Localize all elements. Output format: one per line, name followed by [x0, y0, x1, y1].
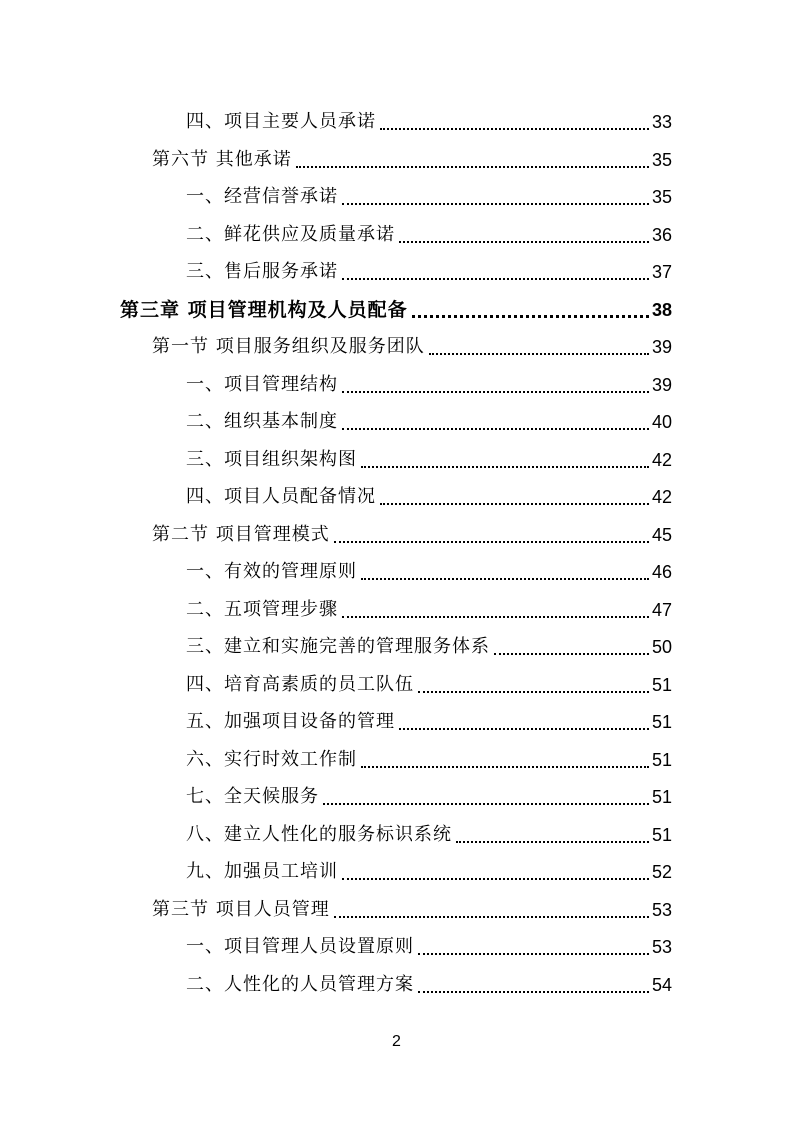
- dot-leader: [334, 524, 649, 546]
- toc-entry-title: 四、项目主要人员承诺: [186, 111, 376, 132]
- toc-entry[interactable]: [152, 328, 672, 358]
- toc-entry-title: 二、组织基本制度: [186, 411, 338, 432]
- page-number: 2: [392, 1033, 401, 1050]
- toc-entry[interactable]: [186, 816, 672, 846]
- toc-entry[interactable]: [186, 741, 672, 771]
- toc-entry[interactable]: [186, 591, 672, 621]
- toc-entry-title: 三、售后服务承诺: [186, 261, 338, 282]
- dot-leader: [361, 561, 649, 583]
- dot-leader: [342, 374, 649, 396]
- toc-entry[interactable]: [186, 441, 672, 471]
- toc-entry[interactable]: [186, 403, 672, 433]
- dot-leader: [380, 111, 649, 133]
- toc-entry-page: 51: [651, 712, 672, 732]
- toc-entry-title: 四、项目人员配备情况: [186, 486, 376, 507]
- toc-entry-title: 一、项目管理人员设置原则: [186, 936, 414, 957]
- toc-entry-title: 三、建立和实施完善的管理服务体系: [186, 636, 490, 657]
- toc-entry[interactable]: [186, 478, 672, 508]
- dot-leader: [399, 224, 649, 246]
- toc-entry-page: 51: [651, 787, 672, 807]
- toc-entry-page: 51: [651, 750, 672, 770]
- toc-entry-page: 38: [651, 300, 672, 320]
- toc-entry-page: 36: [651, 225, 672, 245]
- toc-entry-page: 52: [651, 862, 672, 882]
- dot-leader: [361, 749, 649, 771]
- toc-entry[interactable]: [186, 778, 672, 808]
- dot-leader: [456, 824, 649, 846]
- toc-entry-title: 二、五项管理步骤: [186, 599, 338, 620]
- dot-leader: [412, 299, 649, 321]
- toc-entry-page: 45: [651, 525, 672, 545]
- toc-entry-page: 46: [651, 562, 672, 582]
- toc-entry-page: 47: [651, 600, 672, 620]
- toc-entry-title: 九、加强员工培训: [186, 861, 338, 882]
- toc-entry-title: 二、鲜花供应及质量承诺: [186, 224, 395, 245]
- dot-leader: [342, 411, 649, 433]
- toc-entry-page: 42: [651, 487, 672, 507]
- dot-leader: [418, 674, 649, 696]
- toc-entry-page: 50: [651, 637, 672, 657]
- toc-entry-title: 一、项目管理结构: [186, 374, 338, 395]
- toc-entry[interactable]: [186, 628, 672, 658]
- dot-leader: [334, 899, 649, 921]
- toc-entry-title: 一、经营信誉承诺: [186, 186, 338, 207]
- toc-entry[interactable]: [186, 553, 672, 583]
- toc-entry-title: 六、实行时效工作制: [186, 749, 357, 770]
- toc-entry-title: 第六节 其他承诺: [152, 149, 292, 170]
- toc-entry-title: 五、加强项目设备的管理: [186, 711, 395, 732]
- toc-entry[interactable]: [152, 891, 672, 921]
- toc-entry-title: 第二节 项目管理模式: [152, 524, 330, 545]
- dot-leader: [418, 974, 649, 996]
- dot-leader: [399, 711, 649, 733]
- toc-entry-title: 第三章 项目管理机构及人员配备: [120, 299, 408, 321]
- dot-leader: [296, 149, 649, 171]
- toc-entry[interactable]: [186, 666, 672, 696]
- toc-entry-page: 35: [651, 150, 672, 170]
- toc-entry-title: 一、有效的管理原则: [186, 561, 357, 582]
- toc-entry-page: 37: [651, 262, 672, 282]
- toc-entry-title: 八、建立人性化的服务标识系统: [186, 824, 452, 845]
- dot-leader: [342, 261, 649, 283]
- toc-entry[interactable]: [186, 928, 672, 958]
- dot-leader: [342, 599, 649, 621]
- toc-entry-page: 39: [651, 375, 672, 395]
- toc-entry-page: 35: [651, 187, 672, 207]
- dot-leader: [429, 336, 649, 358]
- toc-entry-page: 51: [651, 825, 672, 845]
- toc-entry[interactable]: [186, 703, 672, 733]
- toc-entry-title: 二、人性化的人员管理方案: [186, 974, 414, 995]
- toc-entry-page: 39: [651, 337, 672, 357]
- toc-entry-page: 42: [651, 450, 672, 470]
- toc-entry[interactable]: [186, 178, 672, 208]
- dot-leader: [418, 936, 649, 958]
- toc-entry[interactable]: [186, 853, 672, 883]
- dot-leader: [342, 861, 649, 883]
- dot-leader: [494, 636, 649, 658]
- toc-entry-title: 七、全天候服务: [186, 786, 319, 807]
- dot-leader: [342, 186, 649, 208]
- dot-leader: [323, 786, 649, 808]
- toc-entry-page: 54: [651, 975, 672, 995]
- toc-entry-page: 51: [651, 675, 672, 695]
- toc-entry-page: 53: [651, 900, 672, 920]
- toc-entry-title: 四、培育高素质的员工队伍: [186, 674, 414, 695]
- toc-entry[interactable]: [186, 216, 672, 246]
- toc-entry-title: 第三节 项目人员管理: [152, 899, 330, 920]
- toc-entry[interactable]: [152, 141, 672, 171]
- dot-leader: [361, 449, 649, 471]
- toc-entry-title: 第一节 项目服务组织及服务团队: [152, 336, 425, 357]
- dot-leader: [380, 486, 649, 508]
- toc-chapter-entry[interactable]: [120, 291, 672, 321]
- toc-entry-title: 三、项目组织架构图: [186, 449, 357, 470]
- toc-entry-page: 33: [651, 112, 672, 132]
- toc-entry[interactable]: [186, 966, 672, 996]
- toc-entry[interactable]: [152, 516, 672, 546]
- toc-entry-page: 53: [651, 937, 672, 957]
- toc-entry[interactable]: [186, 253, 672, 283]
- toc-entry[interactable]: [186, 103, 672, 133]
- toc-entry[interactable]: [186, 366, 672, 396]
- toc-entry-page: 40: [651, 412, 672, 432]
